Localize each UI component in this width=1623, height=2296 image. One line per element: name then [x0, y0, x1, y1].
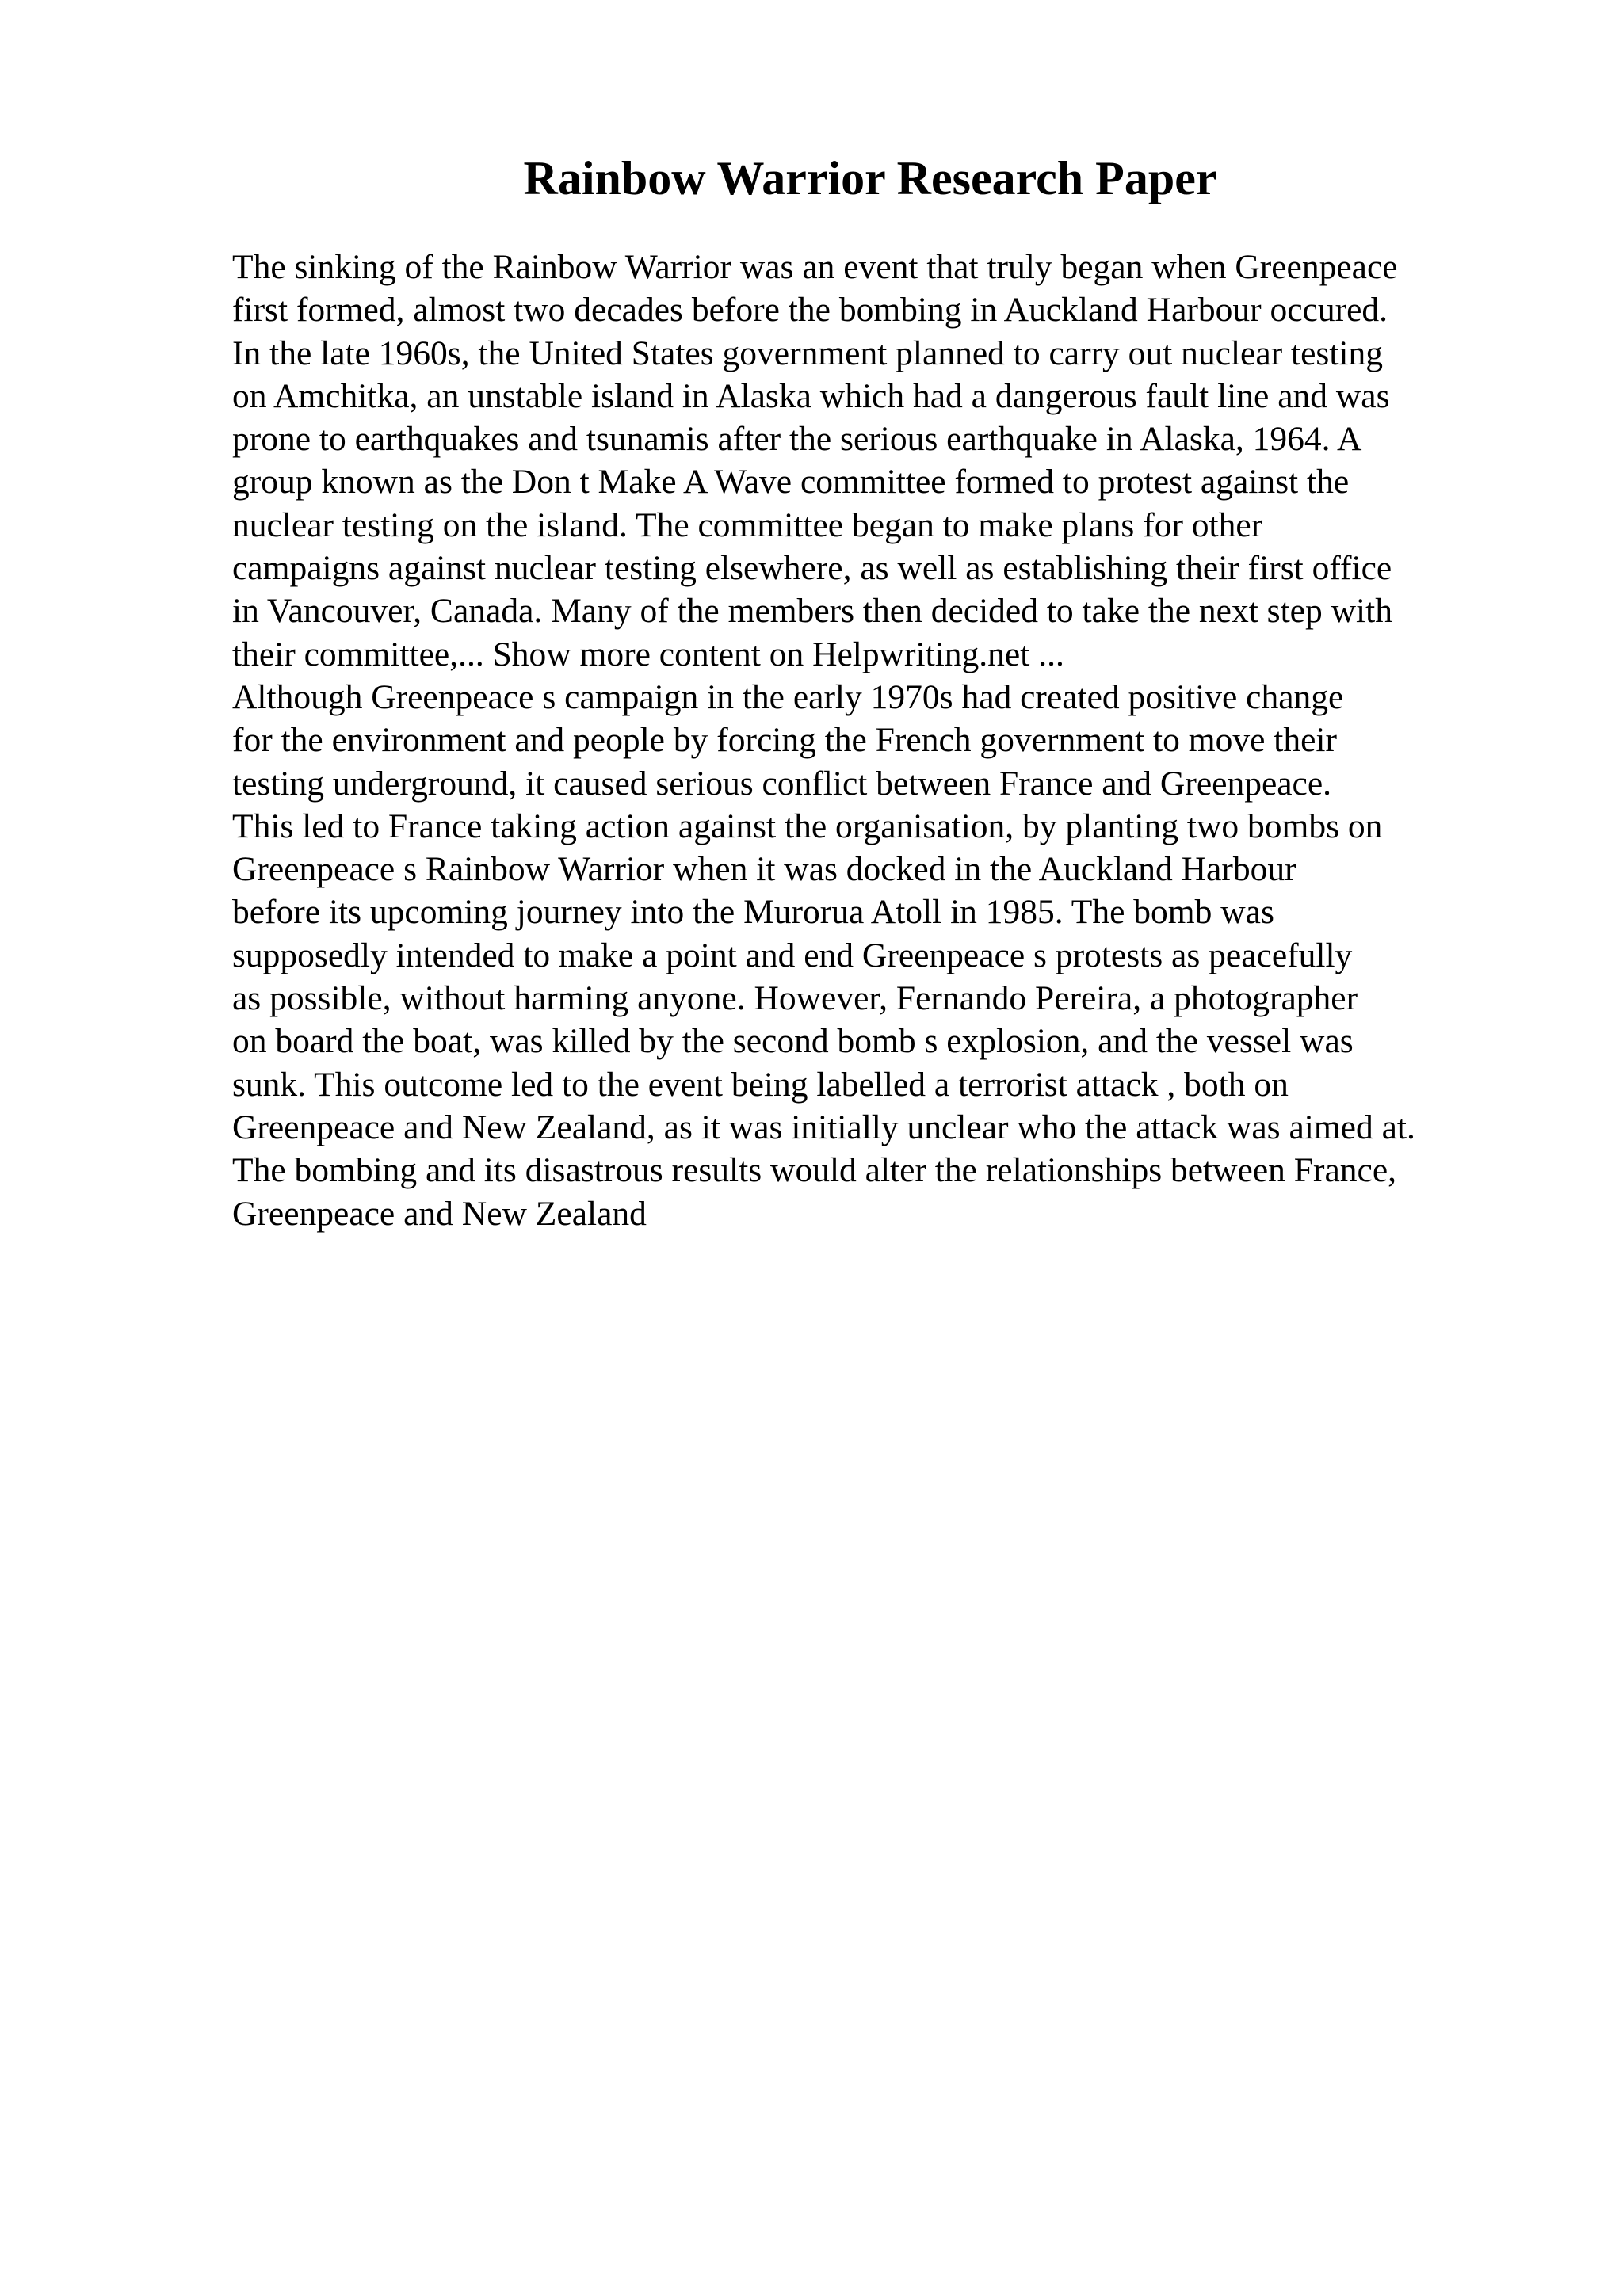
body-line: before its upcoming journey into the Murorua Atoll in 1985. The bomb was [232, 893, 1274, 932]
body-line: supposedly intended to make a point and end Greenpeace s protests as peacefully [232, 936, 1353, 974]
body-line: The bombing and its disastrous results would alter the relationships between France, [232, 1151, 1397, 1190]
page-title: Rainbow Warrior Research Paper [523, 152, 1217, 204]
body-line: for the environment and people by forcing the French government to move their [232, 721, 1337, 760]
body-line: campaigns against nuclear testing elsewhere, as well as establishing their first office [232, 549, 1392, 588]
body-line: in Vancouver, Canada. Many of the members then decided to take the next step with [232, 592, 1392, 631]
body-line: Greenpeace and New Zealand [232, 1194, 647, 1233]
body-line: sunk. This outcome led to the event being labelled a terrorist attack , both on [232, 1065, 1289, 1104]
body-line: Greenpeace and New Zealand, as it was initially unclear who the attack was aimed at. [232, 1108, 1415, 1146]
body-line: testing underground, it caused serious conflict between France and Greenpeace. [232, 764, 1332, 803]
body-line: This led to France taking action against the organisation, by planting two bombs on [232, 807, 1383, 845]
body-line: their committee,... Show more content on Helpwriting.net ... [232, 635, 1064, 673]
body-line: prone to earthquakes and tsunamis after the serious earthquake in Alaska, 1964. A [232, 420, 1362, 459]
body-line: nuclear testing on the island. The committee began to make plans for other [232, 505, 1263, 544]
document-body [232, 246, 1595, 1235]
body-line: group known as the Don t Make A Wave committee formed to protest against the [232, 463, 1350, 502]
body-line: Greenpeace s Rainbow Warrior when it was docked in the Auckland Harbour [232, 850, 1296, 889]
body-line: Although Greenpeace s campaign in the early 1970s had created positive change [232, 677, 1344, 716]
body-line: on board the boat, was killed by the second bomb s explosion, and the vessel was [232, 1022, 1354, 1061]
body-line: In the late 1960s, the United States government planned to carry out nuclear testing [232, 334, 1384, 372]
body-line: as possible, without harming anyone. However, Fernando Pereira, a photographer [232, 979, 1358, 1018]
body-line: The sinking of the Rainbow Warrior was an event that truly began when Greenpeace [232, 248, 1398, 286]
body-line: on Amchitka, an unstable island in Alaska which had a dangerous fault line and was [232, 376, 1390, 415]
body-line: first formed, almost two decades before the bombing in Auckland Harbour occured. [232, 291, 1388, 330]
